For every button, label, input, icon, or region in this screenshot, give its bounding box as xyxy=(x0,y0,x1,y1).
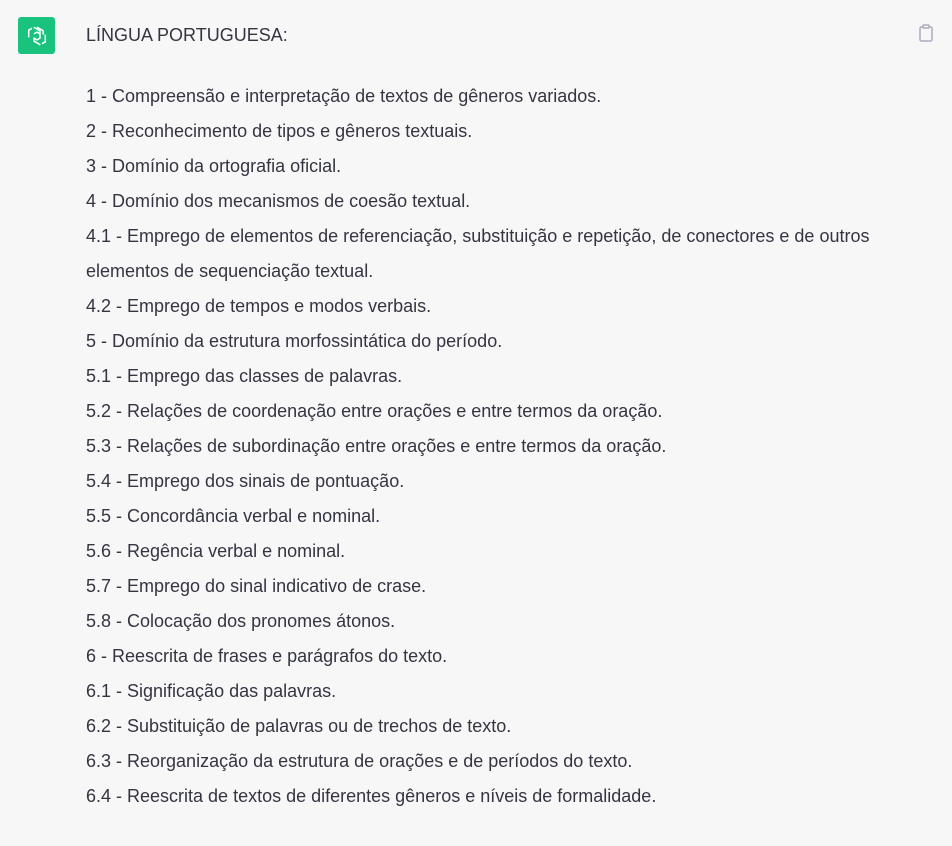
list-item: 5.3 - Relações de subordinação entre orações e entre termos da oração. xyxy=(86,436,667,456)
copy-button[interactable] xyxy=(916,22,936,44)
list-item: 6 - Reescrita de frases e parágrafos do texto. xyxy=(86,646,448,666)
list-item: 6.4 - Reescrita de textos de diferentes gêneros e níveis de formalidade. xyxy=(86,786,657,806)
list-item: 3 - Domínio da ortografia oficial. xyxy=(86,156,342,176)
message-title: LÍNGUA PORTUGUESA: xyxy=(86,25,288,45)
list-item: 5.7 - Emprego do sinal indicativo de crase. xyxy=(86,576,427,596)
list-item: 1 - Compreensão e interpretação de textos de gêneros variados. xyxy=(86,86,602,106)
list-item: 5 - Domínio da estrutura morfossintática do período. xyxy=(86,331,503,351)
list-item: 2 - Reconhecimento de tipos e gêneros textuais. xyxy=(86,121,473,141)
list-item: 5.4 - Emprego dos sinais de pontuação. xyxy=(86,471,405,491)
list-item: 5.5 - Concordância verbal e nominal. xyxy=(86,506,381,526)
list-item: 5.1 - Emprego das classes de palavras. xyxy=(86,366,403,386)
list-item: 5.2 - Relações de coordenação entre orações e entre termos da oração. xyxy=(86,401,663,421)
clipboard-icon xyxy=(918,24,934,42)
list-item: 4 - Domínio dos mecanismos de coesão textual. xyxy=(86,191,471,211)
topic-list xyxy=(86,79,916,814)
list-item: 4.1 - Emprego de elementos de referenciação, substituição e repetição, de conectores e de outros elementos de sequenciação textual. xyxy=(86,226,870,281)
list-item: 5.8 - Colocação dos pronomes átonos. xyxy=(86,611,396,631)
list-item: 4.2 - Emprego de tempos e modos verbais. xyxy=(86,296,432,316)
message-content xyxy=(86,18,916,814)
list-item: 6.3 - Reorganização da estrutura de orações e de períodos do texto. xyxy=(86,751,633,771)
list-item: 5.6 - Regência verbal e nominal. xyxy=(86,541,346,561)
assistant-avatar xyxy=(18,17,55,54)
list-item: 6.1 - Significação das palavras. xyxy=(86,681,337,701)
openai-logo-icon xyxy=(25,24,49,48)
list-item: 6.2 - Substituição de palavras ou de trechos de texto. xyxy=(86,716,512,736)
